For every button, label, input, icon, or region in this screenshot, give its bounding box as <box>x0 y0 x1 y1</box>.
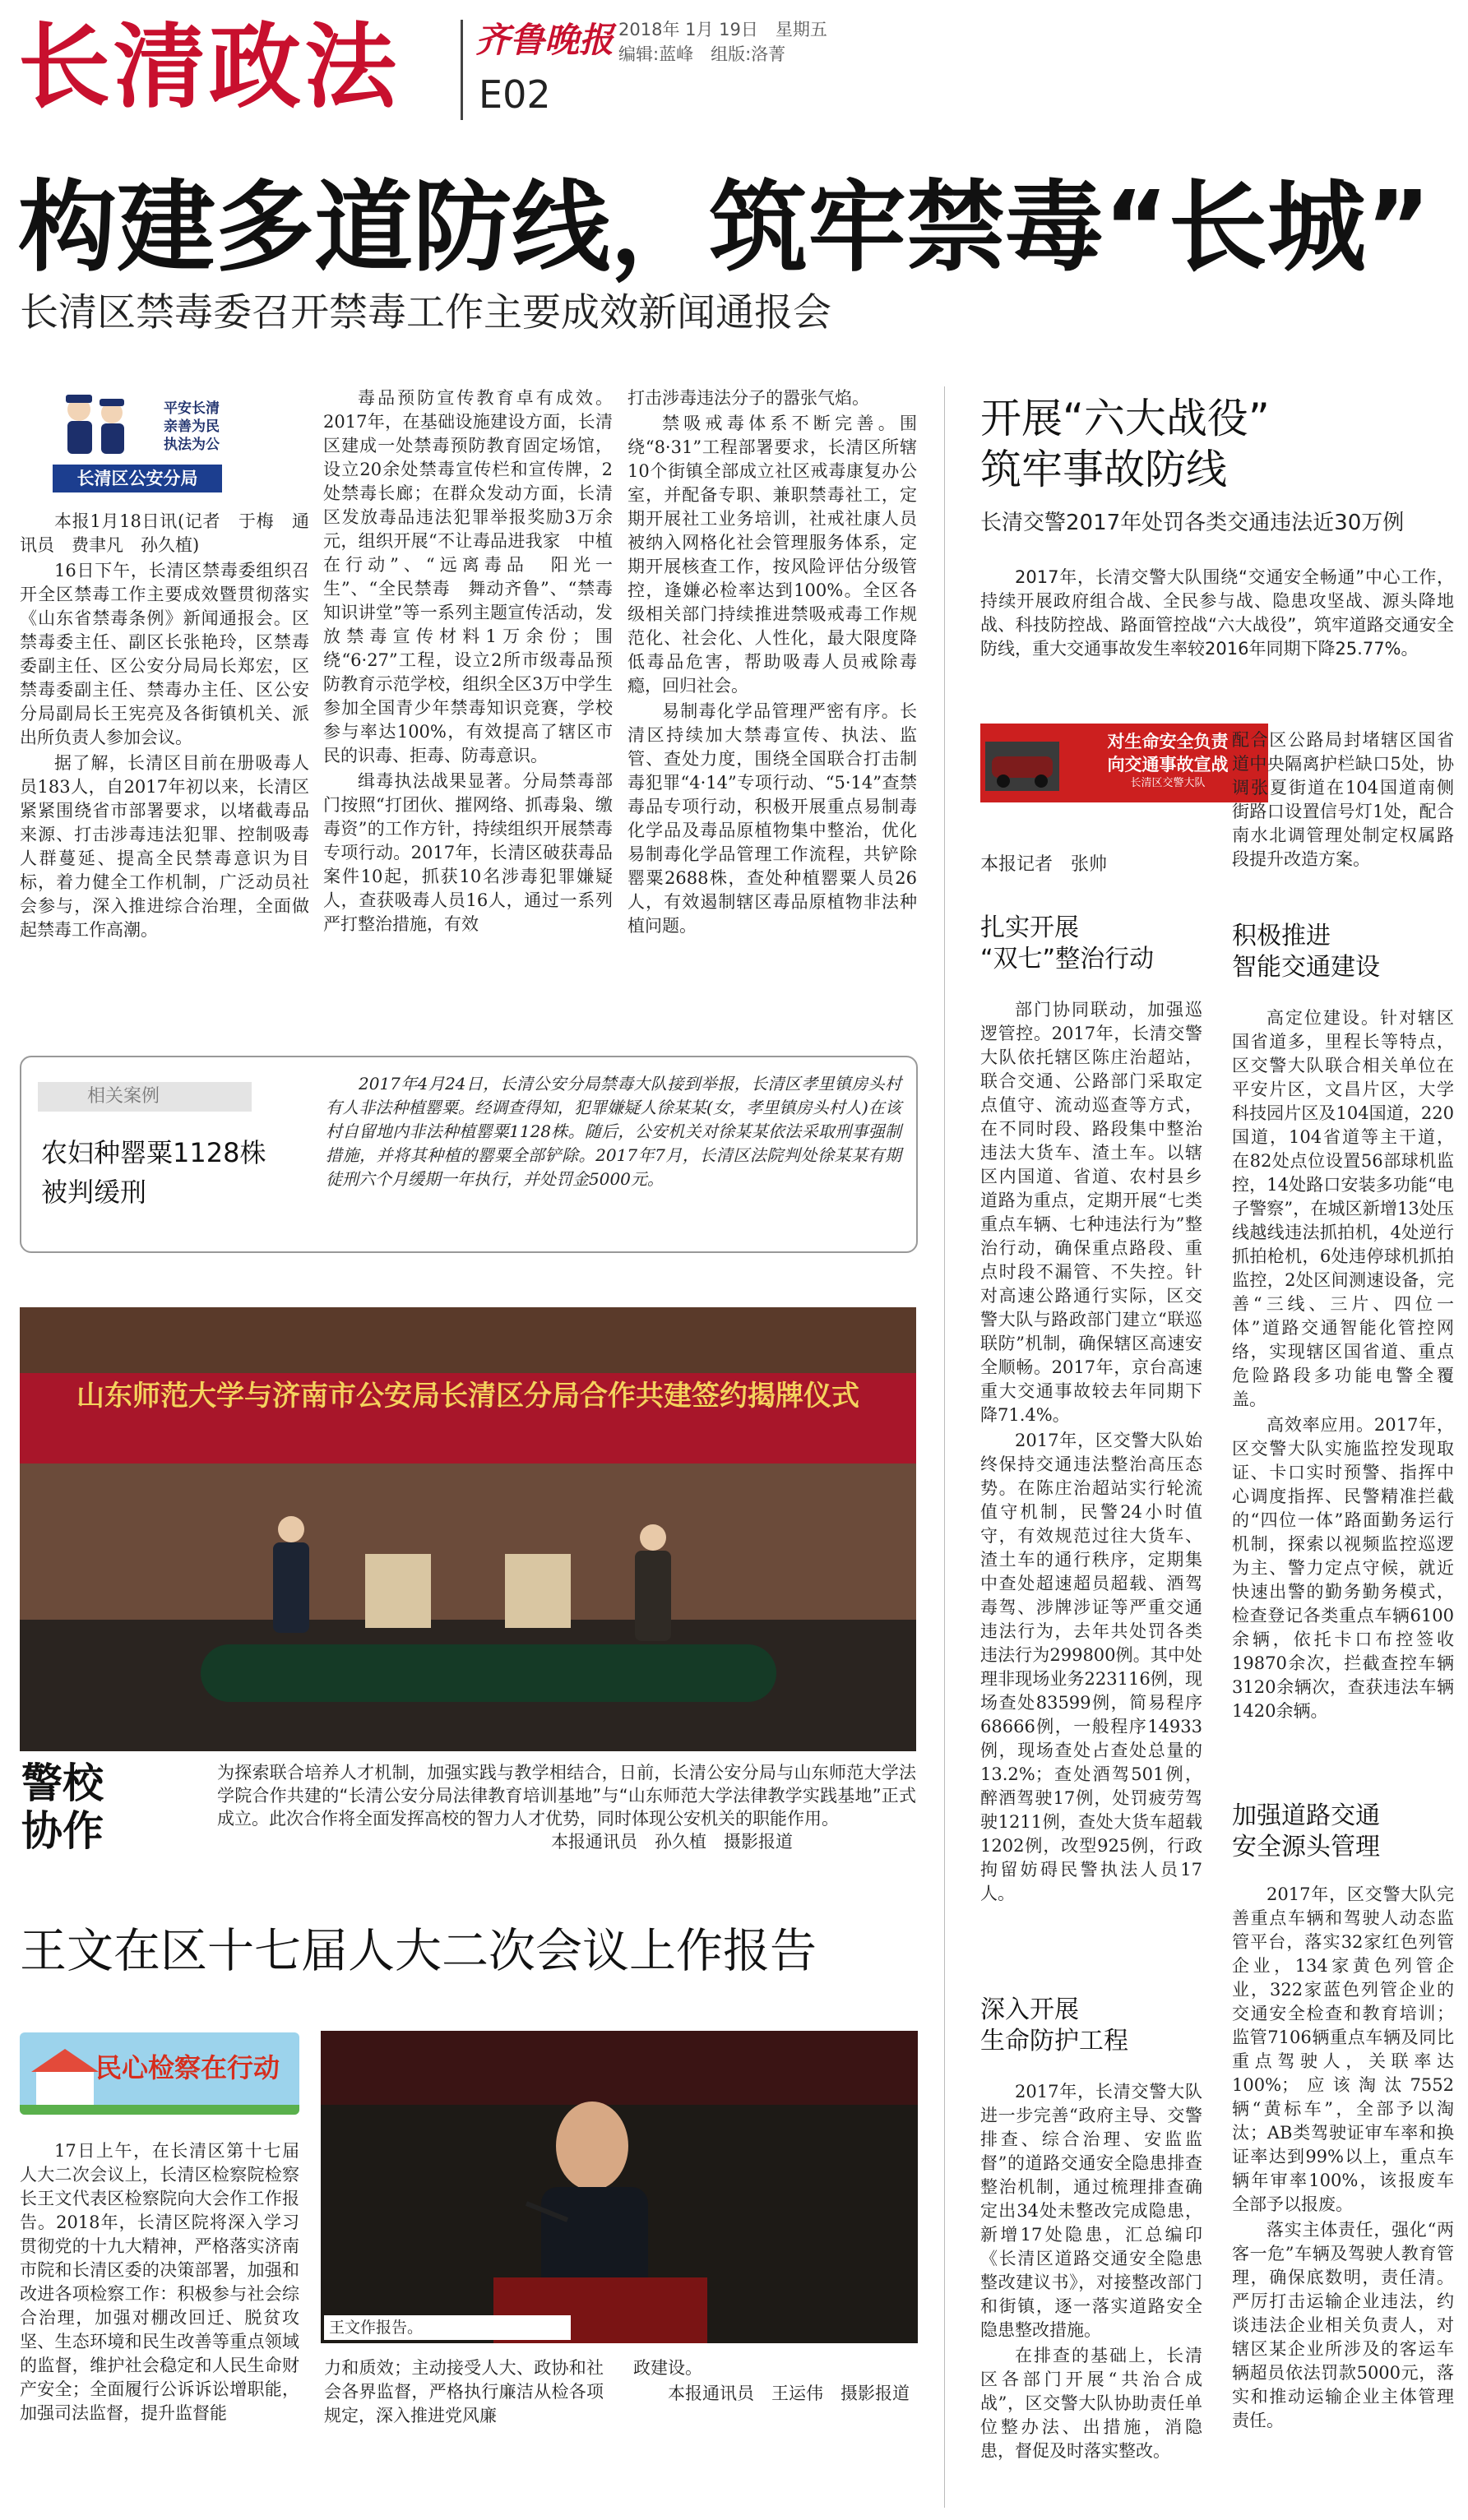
traffic-sec3-text <box>1232 1006 1454 1787</box>
ceremony-banner: 山东师范大学与济南市公安局长清区分局合作共建签约揭牌仪式 <box>76 1380 859 1413</box>
wangwen-paragraph: 力和质效；主动接受人大、政协和社会各界监督，严格执行廉洁从检各项规定，深入推进党风廉 <box>324 2358 604 2425</box>
wangwen-paragraph: 17日上午，在长清区第十七届人大二次会议上，长清区检察院检察长王文代表区检察院向大会作工作报告。2018年，长清区院将深入学习贯彻党的十九大精神，严格落实济南市院和长清区委的决策部署，加强和改进各项检察工作：积极参与社会综合治理，加强对棚改回迁、脱贫攻坚、生态环境和民生改善等重点领域的监督，维护社会稳定和人民生命财产安全；全面履行公诉诉讼增职能，加强司法监督，提升监督能 <box>20 2141 299 2423</box>
sec-title-line: 安全源头管理 <box>1232 1833 1380 1861</box>
traffic-sec2-title <box>980 1995 1202 2060</box>
traffic-subheadline: 长清交警2017年处罚各类交通违法近30万例 <box>980 511 1405 535</box>
traffic-sec1-title <box>980 913 1202 978</box>
section-title: 长清政法 <box>18 14 400 121</box>
sec-title-line: 加强道路交通 <box>1232 1801 1380 1830</box>
case-title-line: 农妇种罂粟1128株 <box>41 1137 266 1168</box>
speaker-portrait-image <box>321 2031 918 2343</box>
sec-title-line: “双七”整治行动 <box>980 945 1155 973</box>
traffic-headline-line: 筑牢事故防线 <box>980 446 1227 493</box>
photo1-title <box>21 1759 137 1858</box>
traffic-sec3-title <box>1232 921 1454 987</box>
lead-paragraph: 缉毒执法战果显著。分局禁毒部门按照“打团伙、摧网络、抓毒枭、缴毒资”的工作方针，持续组织开展禁毒专项行动。2017年，长清区破获毒品案件10起，抓获10名涉毒犯罪嫌疑人，查获吸毒人员16人，通过一系列严打整治措施，有效 <box>323 771 613 934</box>
wangwen-photo <box>321 2031 918 2343</box>
traffic-sec1-text <box>980 998 1202 1977</box>
page-editors: 编辑:蓝峰 组版:洛菁 <box>618 44 786 64</box>
sign-line: 对生命安全负责 <box>1107 732 1229 751</box>
right-column-divider <box>944 386 945 2508</box>
photo1-credit: 本报通讯员 孙久植 摄影报道 <box>551 1832 793 1852</box>
lead-column-2 <box>323 386 613 1003</box>
police-logo-slogan <box>146 400 237 465</box>
photo1-caption-text: 为探索联合培养人才机制，加强实践与教学相结合，日前，长清公安分局与山东师范大学法学院合作共建的“长清公安分局法律教育培训基地”与“山东师范大学法律教学实践基地”正式成立。此次合作将全面发挥高校的智力人才优势，同时体现公安机关的职能作用。 <box>217 1763 916 1829</box>
related-case-text: 2017年4月24日，长清公安分局禁毒大队接到举报，长清区孝里镇房头村有人非法种植罂粟。经调查得知，犯罪嫌疑人徐某某(女，孝里镇房头村人)在该村自留地内非法种植罂粟1128株。随后，公安机关对徐某某依法采取刑事强制措施，并将其种植的罂粟全部铲除。2017年7月，长清区法院判处徐某某有期徒刑六个月缓期一年执行，并处罚金5000元。 <box>326 1074 901 1189</box>
traffic-sec4-title <box>1232 1801 1454 1866</box>
lead-paragraph: 打击涉毒违法分子的嚣张气焰。 <box>627 388 869 408</box>
page-number: E02 <box>479 72 551 117</box>
police-logo-caption: 长清区公安分局 <box>53 465 222 492</box>
photo1-caption <box>217 1761 916 1868</box>
photo1-title-line: 协作 <box>21 1807 104 1855</box>
traffic-sec2-text <box>980 2080 1202 2508</box>
traffic-paragraph: 配合区公路局封堵辖区国省道中央隔离护栏缺口5处，协调张夏街道在104国道南侧街路口设置信号灯1处，配合南水北调管理处制定权属路段提升改造方案。 <box>1232 730 1454 869</box>
lead-paragraph: 易制毒化学品管理严密有序。长清区持续加大禁毒宣传、执法、监管、查处力度，围绕全国联合打击制毒犯罪“4·14”专项行动、“5·14”查禁毒品专项行动，积极开展重点易制毒化学品及毒品原植物集中整治，优化易制毒化学品管理工作流程，共铲除罂粟2688株，查处种植罂粟人员26人，有效遏制辖区毒品原植物非法种植问题。 <box>627 701 917 936</box>
wangwen-column-2 <box>324 2356 604 2513</box>
traffic-paragraph: 部门协同联动，加强巡逻管控。2017年，长清交警大队依托辖区陈庄治超站，联合交通、公路部门采取定点值守、流动巡查等方式，在不同时段、路段集中整治违法大货车、渣土车。以辖区内国道、省道、农村县乡道路为重点，定期开展“七类重点车辆、七种违法行为”整治行动，确保重点路段、重点时段不漏管、不失控。针对高速公路通行实际，区交警大队与路政部门建立“联巡联防”机制，确保辖区高速安全顺畅。2017年，京台高速重大交通事故较去年同期下降71.4%。 <box>980 1000 1202 1425</box>
related-case-title <box>41 1133 304 1215</box>
traffic-paragraph: 2017年，区交警大队始终保持交通违法整治高压态势。在陈庄治超站实行轮流值守机制，民警24小时值守，有效规范过往大货车、渣土车的通行秩序，定期集中查处超速超员超载、酒驾毒驾、涉牌涉证等严重交通违法行为，去年共处罚各类违法行为299800例。其中处理非现场业务223116例，现场查处83599例，简易程序68666例，一般程序14933例，现场查处占查处总量的13.2%；查处酒驾501例，醉酒驾驶17例，处罚疲劳驾驶1211例，查处大货车超载1202例，改型925例，行政拘留妨碍民警执法人员17人。 <box>980 1431 1202 1903</box>
traffic-headline-line: 开展“六大战役” <box>980 395 1270 442</box>
traffic-paragraph: 落实主体责任，强化“两客一危”车辆及驾驶人教育管理，确保底数明，责任清。严厉打击运输企业违法，约谈违法企业相关负责人，对辖区某企业所涉及的客运车辆超员依法罚款5000元，落实和推动运输企业主体管理责任。 <box>1232 2220 1454 2430</box>
slogan-line: 亲善为民 <box>164 418 220 435</box>
traffic-reporter: 本报记者 张帅 <box>980 854 1108 875</box>
lead-paragraph: 禁吸戒毒体系不断完善。围绕“8·31”工程部署要求，长清区所辖10个街镇全部成立社区戒毒康复办公室，并配备专职、兼职禁毒社工，定期开展社工业务培训，社戒社康人员被纳入网格化社会管理服务体系，定期开展核查工作，按风险评估分级管控，逢嫌必检率达到100%。全区各级相关部门持续推进禁吸戒毒工作规范化、社会化、人性化，最大限度降低毒品危害，帮助吸毒人员戒除毒瘾，回归社会。 <box>627 414 917 696</box>
lead-subheadline: 长清区禁毒委召开禁毒工作主要成效新闻通报会 <box>20 290 831 335</box>
wangwen-paragraph: 政建设。 <box>633 2358 702 2378</box>
sign-small: 长清区交警大队 <box>1130 777 1206 789</box>
wangwen-headline: 王文在区十七届人大二次会议上作报告 <box>20 1924 817 1978</box>
issue-date: 2018年 1月 19日 星期五 <box>618 20 827 39</box>
lead-paragraph: 16日下午，长清区禁毒委组织召开全区禁毒工作主要成效暨贯彻落实《山东省禁毒条例》新闻通报会。区禁毒委主任、副区长张艳玲，区禁毒委副主任、区公安分局局长郑宏，区禁毒委副主任、禁毒办主任、区公安分局副局长王宪亮及各街镇机关、派出所负责人参加会议。 <box>20 561 309 747</box>
traffic-top-right-text <box>1232 728 1454 901</box>
wangwen-column-3 <box>633 2356 913 2513</box>
procuratorate-logo-text: 民心检察在行动 <box>95 2052 280 2083</box>
lead-column-3 <box>627 386 917 1003</box>
lead-paragraph: 据了解，长清区目前在册吸毒人员183人，自2017年初以来，长清区紧紧围绕省市部署要求，以堵截毒品来源、打击涉毒违法犯罪、控制吸毒人群蔓延、提高全民禁毒意识为目标，着力健全工作机制，广泛动员社会参与，深入推进综合治理，全面做起禁毒工作高潮。 <box>20 753 309 940</box>
traffic-intro: 2017年，长清交警大队围绕“交通安全畅通”中心工作，持续开展政府组合战、全民参与战、隐患攻坚战、源头降地战、科技防控战、路面管控战“六大战役”，筑牢道路交通安全防线，重大交通事故发生率较2016年同期下降25.77%。 <box>980 567 1454 659</box>
wangwen-credit: 本报通讯员 王运伟 摄影报道 <box>668 2384 910 2403</box>
photo1-title-line: 警校 <box>21 1759 104 1807</box>
masthead-divider <box>461 20 463 120</box>
lead-paragraph: 毒品预防宣传教育卓有成效。2017年，在基础设施建设方面，长清区建成一处禁毒预防教育固定场馆，设立20余处禁毒宣传栏和宣传牌，2处禁毒长廊；在群众发动方面，长清区发放毒品违法犯罪举报奖励3万余元，组织开展“不让毒品进我家 中植在行动”、“远离毒品 阳光一生”、“全民禁毒 舞动齐鲁”、“禁毒知识讲堂”等一系列主题宣传活动，发放禁毒宣传材料1万余份；围绕“6·27”工程，设立2所市级毒品预防教育示范学校，组织全区3万中学生参加全国青少年禁毒知识竞赛，学校参与率达100%，有效提高了辖区市民的识毒、拒毒、防毒意识。 <box>323 388 613 765</box>
wangwen-photo-caption: 王文作报告。 <box>324 2315 571 2340</box>
lead-headline: 构建多道防线，筑牢禁毒“长城” <box>18 171 1431 285</box>
traffic-sec4-text <box>1232 1883 1454 2516</box>
sec-title-line: 积极推进 <box>1232 922 1331 950</box>
traffic-paragraph: 在排查的基础上，长清区各部门开展“共治合成战”，区交警大队协助责任单位整办法、出措施，消隐患，督促及时落实整改。 <box>980 2346 1202 2461</box>
traffic-paragraph: 高效率应用。2017年，区交警大队实施监控发现取证、卡口实时预警、指挥中心调度指挥、民警精准拦截的“四位一体”路面勤务运行机制，探索以视频监控巡逻为主、警力定点守候，就近快速出警的勤务勤务模式，检查登记各类重点车辆6100余辆，依托卡口布控签收19870余次，拦截查控车辆3120余辆次，查获违法车辆1420余辆。 <box>1232 1415 1454 1721</box>
sign-line: 向交通事故宣战 <box>1107 755 1229 774</box>
traffic-paragraph: 2017年，区交警大队完善重点车辆和驾驶人动态监管平台，落实32家红色列管企业，134家黄色列管企业，322家蓝色列管企业的交通安全检查和教育培训；监管7106辆重点车辆及同比重点驾驶人，关联率达100%；应该淘汰7552辆“黄标车”，全部予以淘汰；AB类驾驶证审车率和换证率达到99%以上，重点车辆年审率100%，该报废车全部予以报废。 <box>1232 1884 1454 2214</box>
related-case-label: 相关案例 <box>38 1082 252 1112</box>
sec-title-line: 智能交通建设 <box>1232 953 1380 982</box>
slogan-line: 平安长清 <box>164 400 220 417</box>
traffic-headline <box>980 393 1441 500</box>
sec-title-line: 扎实开展 <box>980 913 1079 942</box>
wangwen-column-1 <box>20 2139 299 2509</box>
sec-title-line: 生命防护工程 <box>980 2027 1128 2055</box>
case-title-line: 被判缓刑 <box>41 1177 147 1208</box>
sec-title-line: 深入开展 <box>980 1995 1079 2024</box>
traffic-paragraph: 2017年，长清交警大队进一步完善“政府主导、交警排查、综合治理、安监监督”的道路交通安全隐患排查整治机制，通过梳理排查确定出34处未整改完成隐患，新增17处隐患，汇总编印《长清区道路交通安全隐患整改建议书》，对接整改部门和街镇，逐一落实道路安全隐患整改措施。 <box>980 2082 1202 2340</box>
paper-name: 齐鲁晚报 <box>475 20 614 60</box>
lead-column-1 <box>20 510 309 1003</box>
lead-byline: 本报1月18日讯(记者 于梅 通讯员 费聿凡 孙久植) <box>20 511 309 555</box>
traffic-paragraph: 高定位建设。针对辖区国省道多，里程长等特点，区交警大队联合相关单位在平安片区，文昌片区，大学科技园片区及104国道，220国道，104省道等主干道，在82处点位设置56部球机监控，14处路口安装多功能“电子警察”，在城区新增13处压线越线违法抓拍机，4处逆行抓拍枪机，6处违停球机抓拍监控，2处区间测速设备，完善“三线、三片、四位一体”道路交通智能化管控网络，实现辖区国省道、重点危险路段多功能电警全覆盖。 <box>1232 1008 1454 1409</box>
slogan-line: 执法为公 <box>164 437 220 453</box>
